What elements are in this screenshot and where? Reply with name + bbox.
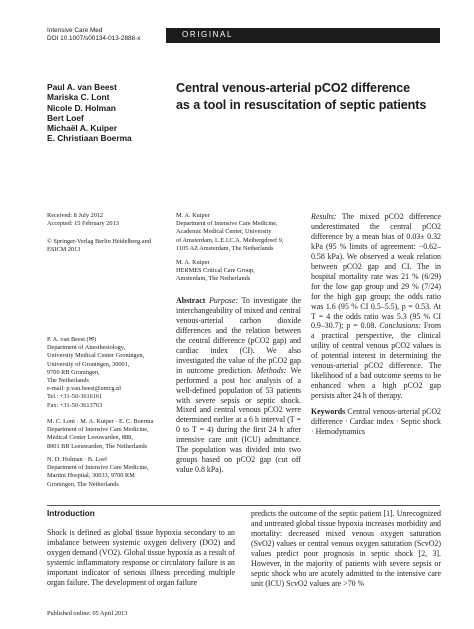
methods-text: We performed a post hoc analysis of a well-defined population of 53 patients with severe sepsis or septic shock. Mixed and central venous pCO2 were determined earlier at a 6 h interval (T = 0 to T = 4) during the first 24 h after intensive care unit (ICU) admittance. The population was divided into two groups based on pCO2 gap (cut off value 0.8 kPa). xyxy=(176,365,301,475)
section-bar xyxy=(166,28,440,43)
title-line-2: as a tool in resuscitation of septic patients xyxy=(176,97,427,112)
purpose-text: To investigate the interchangeability of mixed and central venous-arterial carbon dioxide differences and the relation between the central difference (pCO2 gap) and cardiac index (CI). We also investigated the value of the pCO2 gap in outcome prediction. xyxy=(176,296,301,375)
copyright-notice: © Springer-Verlag Berlin Heidelberg and ESICM 2013 xyxy=(47,238,151,254)
results-label: Results: xyxy=(311,212,337,221)
author: E. Christiaan Boerma xyxy=(47,133,132,144)
journal-name: Intensive Care Med xyxy=(47,27,103,34)
introduction-text-right: predicts the outcome of the septic patient [1]. Unrecognized and untreated global tissue hypoxia increases morbidity and mortality: decreased mixed venous oxygen saturation (SvO2) values or central venous oxygen saturation (ScvO2) values predict poor prognosis in septic shock [2, 3]. However, in the majority of patients with severe sepsis or septic shock who are acutely admitted to the intensive care unit (ICU) ScvO2 values are >70 % xyxy=(251,509,441,588)
conclusions-text: From a practical perspective, the clinical utility of central venous pCO2 values is of potential interest in determining the venous-arterial pCO2 difference. The likelihood of a bad outcome seems to be enhanced when a high pCO2 gap persists after 24 h of therapy. xyxy=(311,321,441,401)
email[interactable]: e-mail: p.van.beest@umcg.nl xyxy=(47,385,121,393)
title-line-1: Central venous-arterial pCO2 difference xyxy=(176,81,411,95)
keywords-label: Keywords xyxy=(311,407,346,417)
introduction-right xyxy=(251,509,441,589)
published-date: Published online: 05 April 2013 xyxy=(47,610,128,617)
author-list xyxy=(47,82,132,144)
journal-header xyxy=(47,27,140,43)
introduction-heading: Introduction xyxy=(47,509,95,518)
contact-lont: M. C. Lont · M. A. Kuiper · E. C. Boerma Department of Intensive Care Medicine, Medical Center Leeuwarden, 888, 8901 BR Leeuwarden, The Netherlands xyxy=(47,418,154,450)
section-label: ORIGINAL xyxy=(182,30,234,39)
author: Paul A. van Beest xyxy=(47,82,117,92)
results-text: The mixed pCO2 difference underestimated the central pCO2 difference by a mean bias of 0.03± 0.32 kPa (95 % limits of agreement: −0.62–0.58 kPa). We observed a weak relation between pCO2 gap and CI. The in hospital mortality rate was 21 % (6/29) for the low gap group and 29 % (7/24) for the high gap group; the odds ratio was 1.6 (95 % CI 0.5–5.5), p = 0.53. At T = 4 the odds ratio was 5.3 (95 % CI 0.9–30.7); p = 0.08. xyxy=(311,212,441,331)
received-date: Received: 8 July 2012 xyxy=(47,212,104,219)
introduction-left xyxy=(47,509,235,588)
abstract-part-1 xyxy=(176,296,301,475)
author: Nicole D. Holman xyxy=(47,102,116,113)
accepted-date: Accepted: 15 February 2013 xyxy=(47,220,119,228)
introduction-text-left: Shock is defined as global tissue hypoxia secondary to an imbalance between systemic oxygen delivery (DO2) and oxygen demand (VO2). Global tissue hypoxia as a result of systemic inflammatory response or circulatory failure is an important indicator of serious illness preceding multiple organ failure. The development of organ failure xyxy=(47,527,235,587)
section-divider xyxy=(47,505,440,506)
contact-holman: N. D. Holman · B. Loef Department of Intensive Care Medicine, Martini Hospital, 30033, 9700 RM Groningen, The Netherlands xyxy=(47,456,149,488)
article-dates xyxy=(47,212,165,228)
author: Mariska C. Lont xyxy=(47,92,110,103)
article-title xyxy=(176,80,446,113)
author: Bert Loef xyxy=(47,112,84,123)
abstract-part-2 xyxy=(311,212,441,437)
author: Michaël A. Kuiper xyxy=(47,123,117,134)
abstract-label: Abstract xyxy=(176,296,206,305)
keywords-text: Central venous-arterial pCO2 difference · Cardiac index · Septic shock · Hemodynamics xyxy=(311,407,441,437)
purpose-label: Purpose: xyxy=(209,296,239,305)
doi: DOI 10.1007/s00134-013-2888-x xyxy=(47,35,141,42)
contact-kuiper-hermes: M. A. Kuiper HERMES Critical Care Group, Amsterdam, The Netherlands xyxy=(176,259,255,283)
contact-kuiper-amc: M. A. Kuiper Department of Intensive Care Medicine, Academic Medical Center, University of Amsterdam, L.E.I.C.A. Meibergdreef 9, 1105 AZ Amsterdam, The Netherlands xyxy=(176,212,284,252)
conclusions-label: Conclusions: xyxy=(379,321,421,331)
methods-label: Methods: xyxy=(256,365,287,375)
contact-vanbeest: P. A. van Beest (✉) Department of Anesthesiology, University Medical Center Groningen, University of Groningen, 30001, 9700 RB Groningen, The Netherlands e-mail: p.van.beest@umcg.nl Tel.: +31-50-3616161 Fax: +31-50-3613763 xyxy=(47,336,165,410)
